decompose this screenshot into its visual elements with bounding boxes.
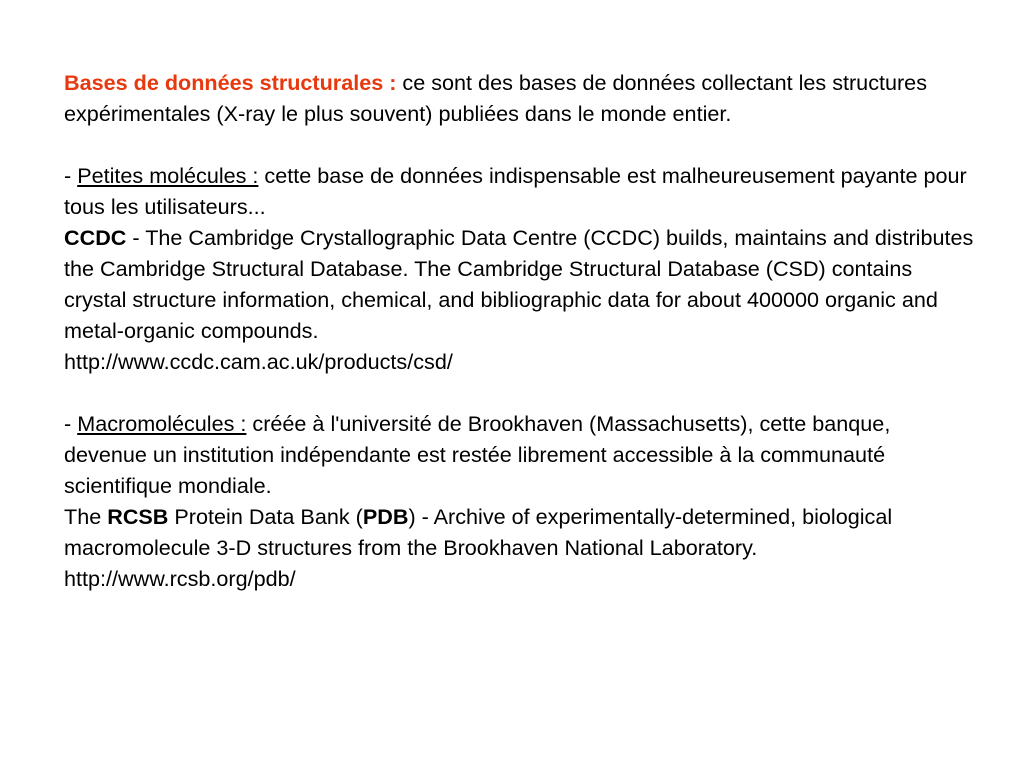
- macromolecules-paragraph: [64, 408, 974, 501]
- small-molecules-title: Petites molécules :: [77, 163, 259, 188]
- pdb-label: PDB: [362, 504, 409, 529]
- spacer: [64, 377, 974, 408]
- intro-text: ce sont des bases de données collectant les structures expérimentales (X-ray le plus souvent) publiées dans le monde entier.: [64, 70, 927, 126]
- slide-content: [64, 67, 974, 594]
- intro-paragraph: [64, 67, 974, 129]
- bullet-dash: -: [64, 163, 78, 188]
- section-heading: Bases de données structurales :: [64, 70, 397, 95]
- macromolecules-title: Macromolécules :: [77, 411, 247, 436]
- spacer: [64, 129, 974, 160]
- ccdc-url[interactable]: http://www.ccdc.cam.ac.uk/products/csd/: [64, 349, 453, 374]
- ccdc-label: CCDC: [64, 225, 127, 250]
- rcsb-label: RCSB: [107, 504, 169, 529]
- small-molecules-paragraph: [64, 160, 974, 222]
- small-molecules-text: cette base de données indispensable est malheureusement payante pour tous les utilisateurs...: [64, 163, 967, 219]
- ccdc-paragraph: [64, 222, 974, 346]
- rcsb-url[interactable]: http://www.rcsb.org/pdb/: [64, 566, 296, 591]
- bullet-dash: -: [64, 411, 78, 436]
- ccdc-description: - The Cambridge Crystallographic Data Centre (CCDC) builds, maintains and distributes the Cambridge Structural Database. The Cambridge Structural Database (CSD) contains crystal structure information, chemical, and bibliographic data for about 400000 organic and metal-organic compounds.: [64, 225, 974, 343]
- pdb-paragraph: [64, 501, 974, 563]
- macromolecules-text: créée à l'université de Brookhaven (Massachusetts), cette banque, devenue un institution indépendante est restée librement accessible à la communauté scientifique mondiale.: [64, 411, 891, 498]
- pdb-description: ) - Archive of experimentally-determined, biological macromolecule 3-D structures from the Brookhaven National Laboratory.: [64, 504, 893, 560]
- pdb-the: The: [64, 504, 108, 529]
- pdb-prefix: Protein Data Bank (: [168, 504, 363, 529]
